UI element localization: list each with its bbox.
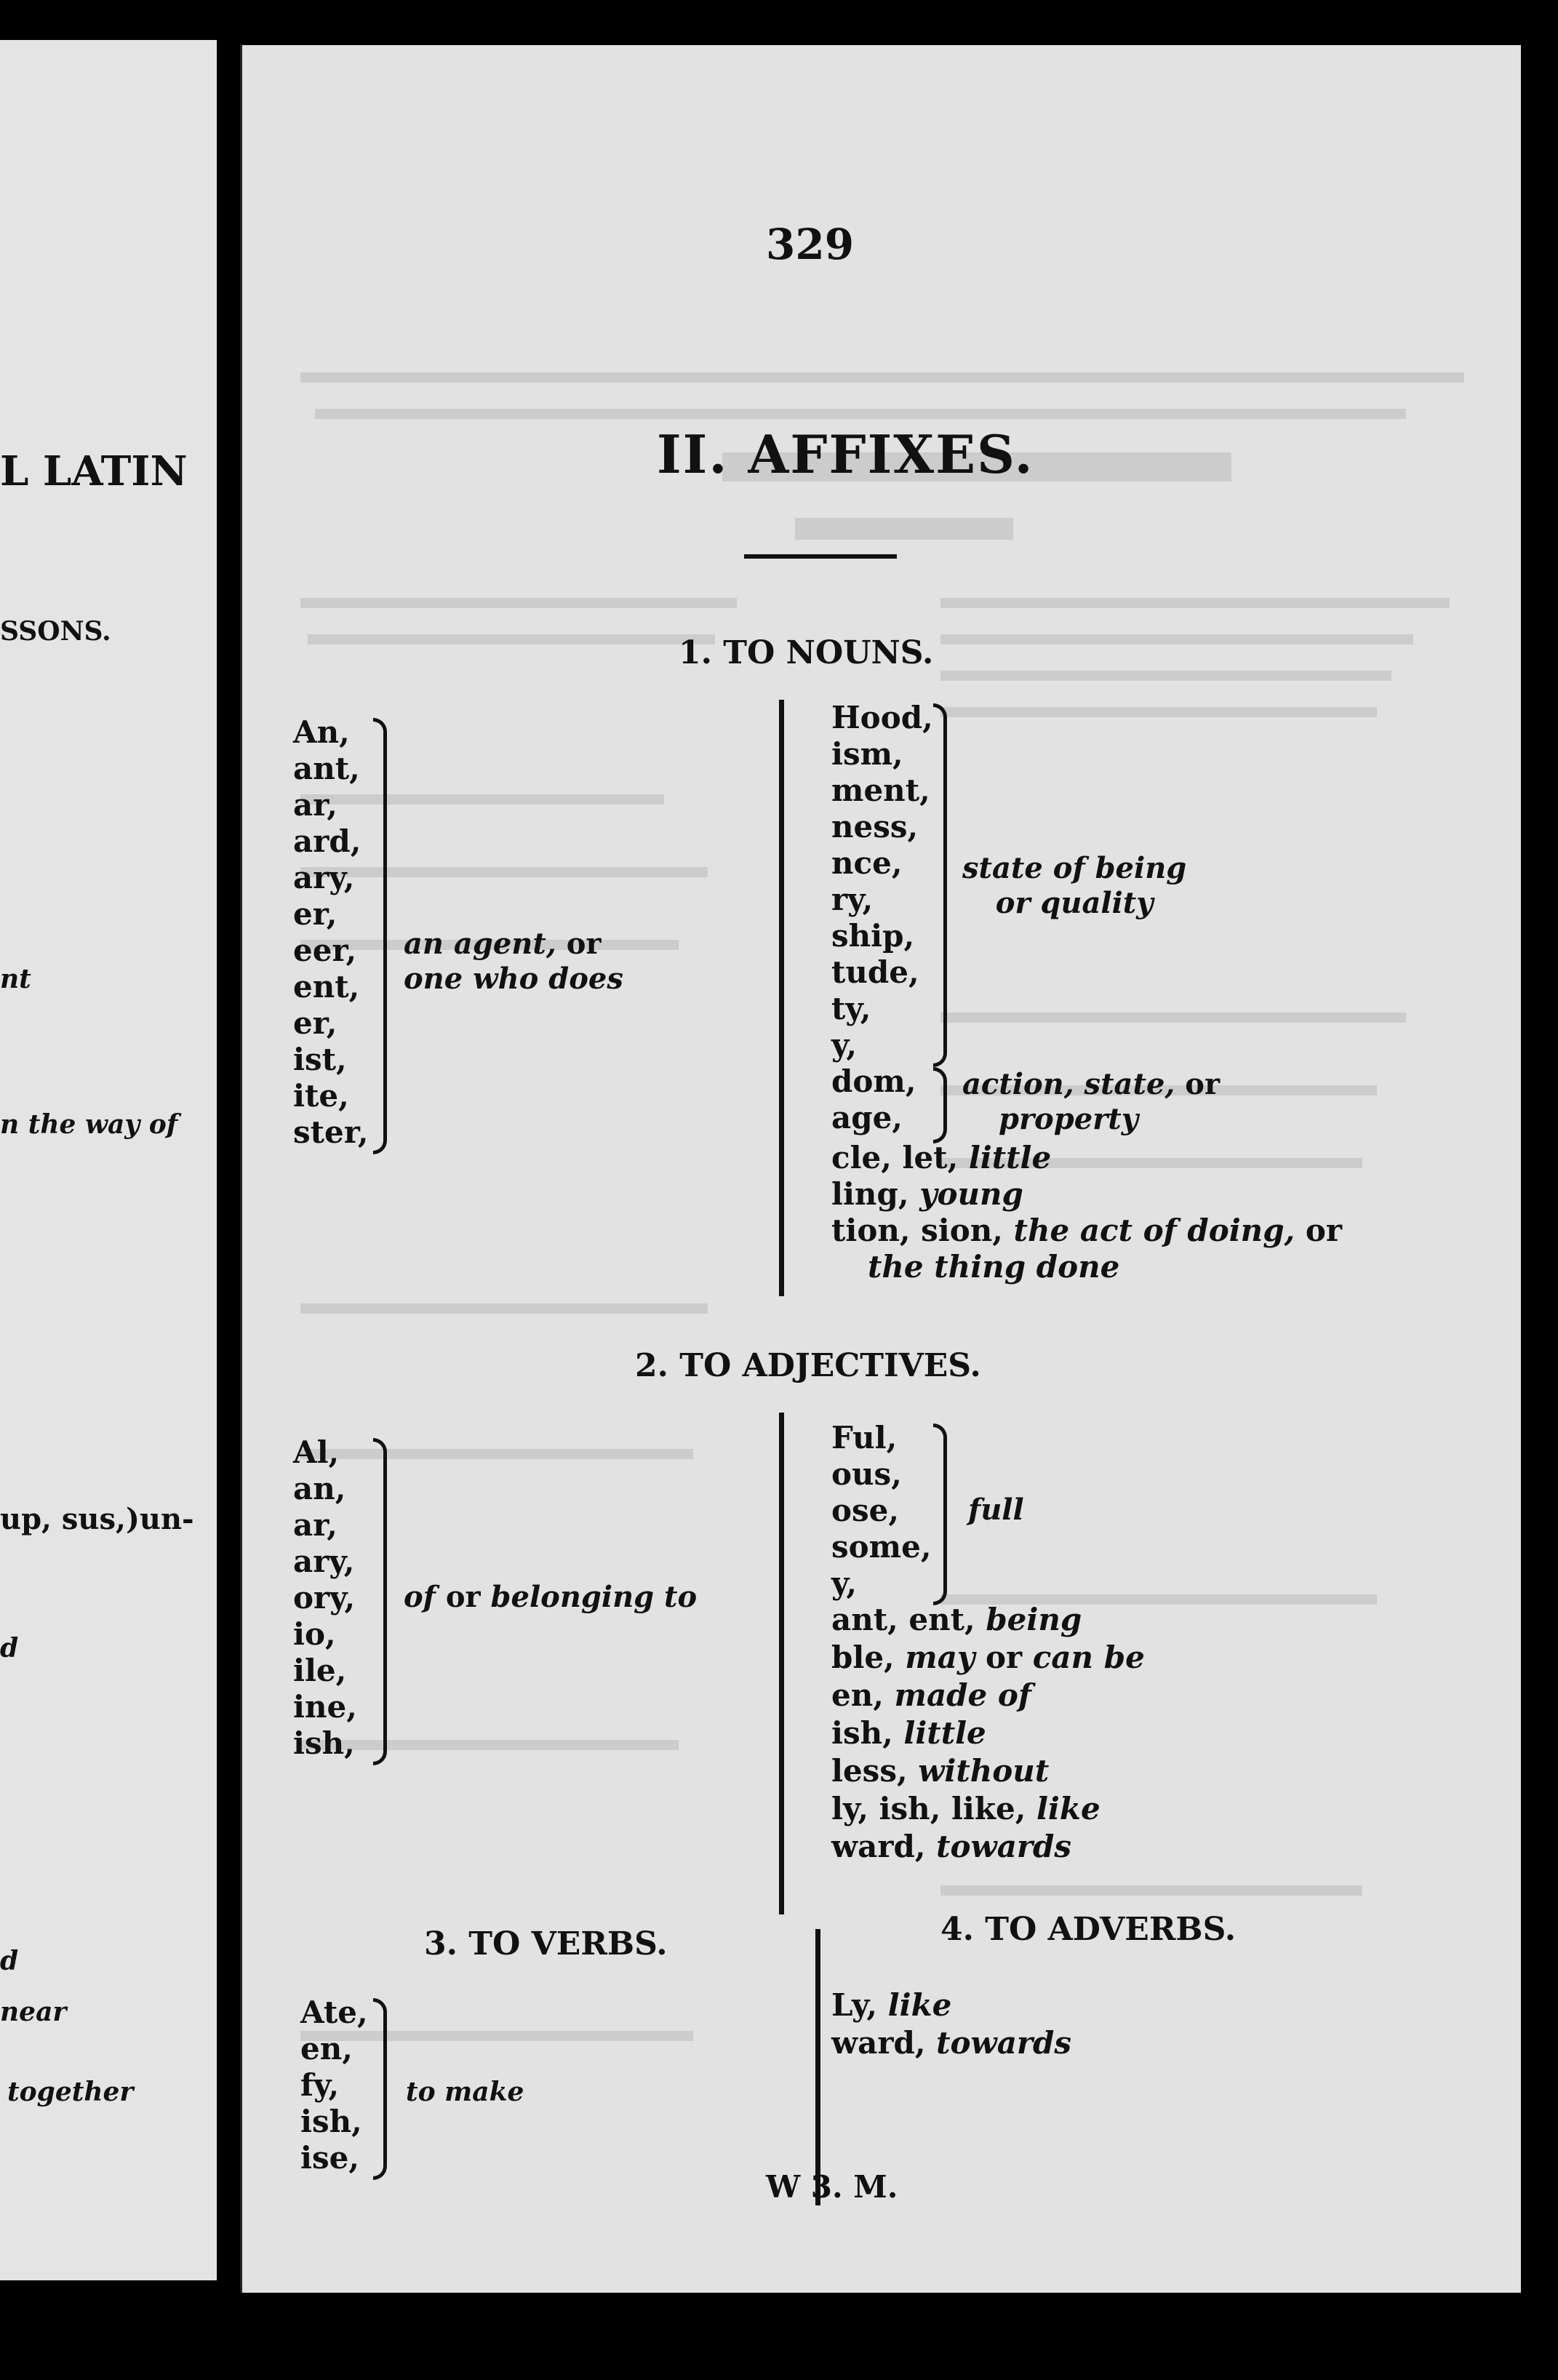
gloss-text: young	[919, 1176, 1023, 1212]
nouns-action-meaning	[962, 1067, 1220, 1137]
affix-item: ard,	[293, 823, 361, 859]
affix-item: ose,	[831, 1493, 900, 1528]
adjectives-extra-entry	[831, 1753, 1049, 1789]
meaning-text: state of being	[962, 851, 1187, 885]
affix-item: ory,	[293, 1580, 356, 1616]
meaning-text: belonging to	[490, 1580, 698, 1614]
adjectives-extra-entry	[831, 1829, 1071, 1865]
affix-item: ar,	[293, 1507, 337, 1543]
affix-item: an,	[293, 1471, 346, 1506]
column-rule	[779, 700, 784, 1296]
left-page-fragment: together	[7, 2077, 134, 2107]
affix-item: ty,	[831, 991, 871, 1026]
verbs-heading: 3. TO VERBS.	[424, 1925, 668, 1962]
gloss-text: little	[903, 1715, 986, 1751]
affix-item: Al,	[293, 1434, 340, 1470]
title-rule	[744, 554, 897, 559]
adjectives-affix-list	[293, 1434, 357, 1762]
gloss-text: like	[1036, 1791, 1100, 1826]
affix-item: ar,	[293, 787, 337, 823]
affix-text: cle, let,	[831, 1140, 959, 1175]
meaning-text: of	[404, 1580, 436, 1614]
affix-item: er,	[293, 896, 337, 932]
nouns-extra-entry	[831, 1176, 1023, 1213]
left-page-fragment: up, sus,)un-	[0, 1502, 194, 1536]
meaning-text: one who does	[404, 962, 623, 996]
gloss-text: towards	[936, 1829, 1072, 1864]
affix-item: some,	[831, 1529, 932, 1565]
affix-item: ary,	[293, 1544, 355, 1579]
affix-item: ish,	[300, 2104, 362, 2139]
section-title: II. AFFIXES.	[657, 423, 1034, 485]
adverbs-entry	[831, 1987, 951, 2024]
affix-text: or	[1305, 1213, 1342, 1248]
page-number: 329	[766, 220, 855, 269]
meaning-text: or quality	[995, 886, 1154, 920]
affix-item: ise,	[300, 2140, 359, 2176]
adjectives-extra-entry	[831, 1602, 1082, 1638]
left-page-fragment: d	[0, 1946, 19, 1976]
affix-item: nce,	[831, 845, 903, 881]
adverbs-entry	[831, 2025, 1071, 2061]
meaning-text: or	[566, 927, 602, 961]
affix-item: ary,	[293, 860, 355, 895]
affix-item: en,	[300, 2031, 353, 2066]
nouns-state-meaning	[962, 851, 1186, 921]
affix-item: dom,	[831, 1063, 916, 1099]
affix-item: io,	[293, 1616, 336, 1652]
nouns-extra-entry	[831, 1140, 1051, 1176]
left-page-subtitle-fragment: SSONS.	[0, 616, 111, 647]
gloss-text: the thing done	[868, 1249, 1120, 1285]
verbs-meaning: to make	[406, 2077, 524, 2107]
affix-item: ile,	[293, 1653, 347, 1688]
affix-text: ish,	[831, 1715, 893, 1751]
verbs-affix-list	[300, 1994, 368, 2176]
gloss-text: the act of doing,	[1013, 1213, 1295, 1248]
affix-item: fy,	[300, 2067, 340, 2103]
left-facing-page	[0, 40, 217, 2280]
left-page-fragment: near	[0, 1997, 67, 2027]
affix-item: Ful,	[831, 1420, 898, 1455]
left-page-fragment: d	[0, 1633, 19, 1664]
nouns-extra-entry	[831, 1213, 1342, 1249]
right-page	[240, 45, 1521, 2293]
affix-item: Hood,	[831, 700, 933, 735]
meaning-text: or	[1185, 1067, 1221, 1101]
left-page-title-fragment: L LATIN	[0, 447, 188, 495]
affix-text: or	[985, 1640, 1023, 1675]
nouns-heading: 1. TO NOUNS.	[679, 634, 934, 671]
affix-text: Ly,	[831, 1987, 878, 2023]
affix-item: ist,	[293, 1042, 347, 1077]
adjectives-extra-entry	[831, 1791, 1100, 1827]
affix-item: ship,	[831, 918, 915, 954]
gloss-text: may	[905, 1640, 975, 1675]
gloss-text: towards	[936, 2025, 1072, 2061]
affix-item: ness,	[831, 809, 919, 844]
affix-text: ant, ent,	[831, 1602, 975, 1637]
affix-item: ster,	[293, 1114, 369, 1150]
affix-item: er,	[293, 1005, 337, 1041]
meaning-text: an agent,	[404, 927, 556, 961]
affix-item: ite,	[293, 1078, 349, 1114]
gloss-text: being	[986, 1602, 1082, 1637]
left-page-fragment: n the way of	[0, 1109, 178, 1140]
affix-text: ble,	[831, 1640, 895, 1675]
meaning-text: action, state,	[962, 1067, 1175, 1101]
affix-text: less,	[831, 1753, 908, 1789]
nouns-agent-affix-list	[293, 714, 368, 1151]
adjectives-meaning	[404, 1580, 697, 1615]
adjectives-extra-entry	[831, 1715, 986, 1752]
brace	[933, 703, 947, 1067]
left-page-fragment: nt	[0, 964, 31, 994]
brace	[933, 1423, 947, 1605]
affix-item: ant,	[293, 751, 360, 786]
affix-item: y,	[831, 1565, 858, 1601]
affix-item: ism,	[831, 736, 903, 772]
affix-text: tion, sion,	[831, 1213, 1003, 1248]
adjectives-full-meaning: full	[968, 1493, 1024, 1527]
brace	[933, 1067, 947, 1143]
affix-text: ly, ish, like,	[831, 1791, 1026, 1826]
gloss-text: little	[968, 1140, 1052, 1175]
affix-item: ine,	[293, 1689, 357, 1725]
signature-mark: W 3. M.	[766, 2169, 898, 2205]
adverbs-heading: 4. TO ADVERBS.	[940, 1911, 1237, 1948]
gloss-text: can be	[1032, 1640, 1145, 1675]
meaning-text: property	[999, 1102, 1138, 1136]
column-rule	[815, 1929, 820, 2205]
gloss-text: like	[887, 1987, 952, 2023]
adjectives-heading: 2. TO ADJECTIVES.	[635, 1347, 981, 1384]
affix-item: eer,	[293, 933, 357, 968]
adjectives-full-affix-list	[831, 1420, 931, 1602]
column-rule	[779, 1413, 784, 1914]
brace	[373, 718, 387, 1154]
brace	[373, 1438, 387, 1765]
affix-item: age,	[831, 1100, 903, 1135]
brace	[373, 1998, 387, 2180]
affix-text: en,	[831, 1677, 884, 1713]
affix-item: y,	[831, 1027, 858, 1063]
gloss-text: without	[918, 1753, 1050, 1789]
affix-item: An,	[293, 714, 350, 750]
affix-item: ous,	[831, 1456, 902, 1492]
meaning-text: or	[445, 1580, 481, 1614]
affix-item: ment,	[831, 772, 930, 808]
gloss-text: made of	[894, 1677, 1031, 1713]
nouns-state-affix-list	[831, 700, 933, 1136]
adjectives-extra-entry	[831, 1640, 1145, 1676]
affix-text: ward,	[831, 2025, 926, 2061]
affix-item: ent,	[293, 969, 360, 1005]
adjectives-extra-entry	[831, 1677, 1031, 1714]
affix-item: tude,	[831, 954, 919, 990]
affix-text: ward,	[831, 1829, 926, 1864]
affix-item: Ate,	[300, 1994, 368, 2030]
affix-item: ry,	[831, 882, 874, 917]
nouns-agent-meaning	[404, 927, 623, 997]
affix-item: ish,	[293, 1725, 355, 1761]
affix-text: ling,	[831, 1176, 909, 1212]
nouns-extra-entry	[868, 1249, 1119, 1285]
